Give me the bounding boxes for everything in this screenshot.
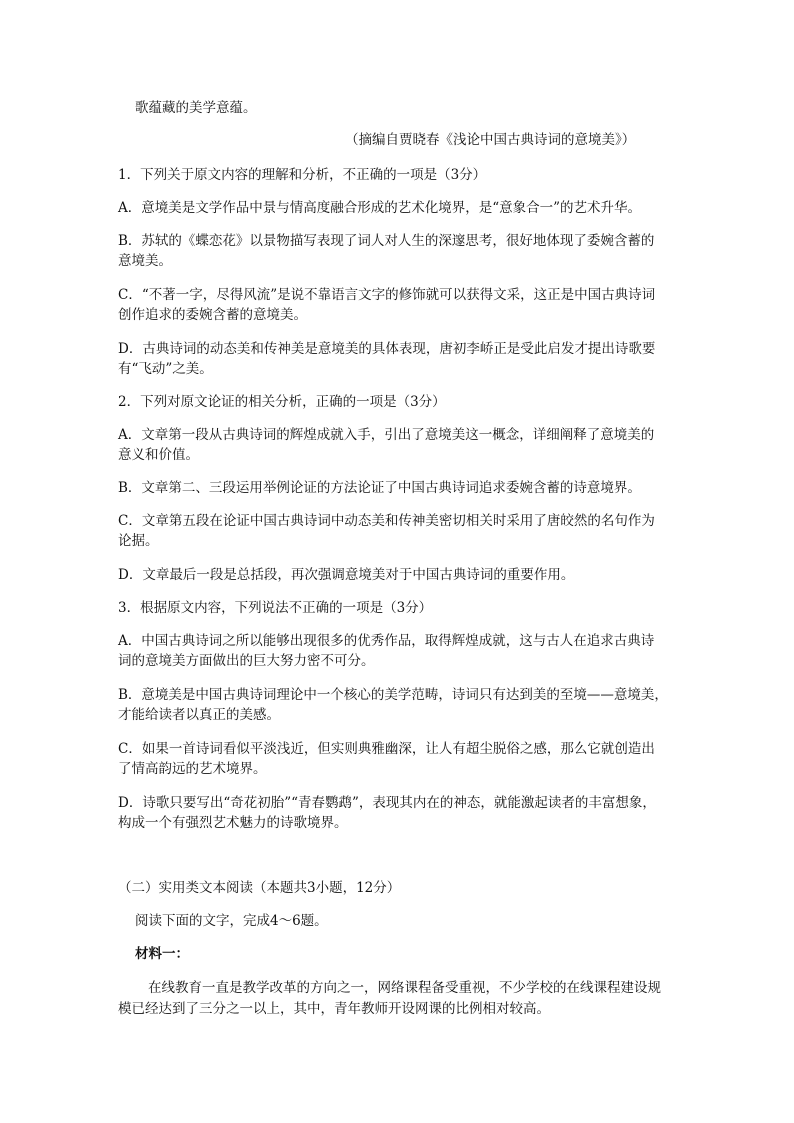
question-3-option-b: B．意境美是中国古典诗词理论中一个核心的美学范畴，诗词只有达到美的至境——意境美， bbox=[118, 687, 668, 703]
question-2-option-a: A．文章第一段从古典诗词的辉煌成就入手，引出了意境美这一概念，详细阐释了意境美的 bbox=[118, 427, 655, 443]
question-1-option-a: A．意境美是文学作品中景与情高度融合形成的艺术化境界，是“意象合一”的艺术升华。 bbox=[118, 200, 642, 216]
question-1-option-c-cont: 创作追求的委婉含蓄的意境美。 bbox=[118, 307, 307, 323]
question-1-option-c: C．“不著一字，尽得风流”是说不靠语言文字的修饰就可以获得文采，这正是中国古典诗词 bbox=[118, 287, 656, 303]
question-2-option-c: C．文章第五段在论证中国古典诗词中动态美和传神美密切相关时采用了唐皎然的名句作为 bbox=[118, 513, 655, 529]
question-3-option-d-cont: 构成一个有强烈艺术魅力的诗歌境界。 bbox=[118, 815, 348, 831]
question-2-option-a-cont: 意义和价值。 bbox=[118, 447, 199, 463]
question-2-option-c-cont: 论据。 bbox=[118, 533, 159, 549]
question-1-option-b: B．苏轼的《蝶恋花》以景物描写表现了词人对人生的深邃思考，很好地体现了委婉含蓄的 bbox=[118, 233, 655, 249]
question-3-option-c: C．如果一首诗词看似平淡浅近，但实则典雅幽深，让人有超尘脱俗之感，那么它就创造出 bbox=[118, 741, 655, 757]
question-3-option-a-cont: 词的意境美方面做出的巨大努力密不可分。 bbox=[118, 653, 375, 669]
question-3-option-b-cont: 才能给读者以真正的美感。 bbox=[118, 707, 280, 723]
material-paragraph-line-1: 在线教育一直是教学改革的方向之一，网络课程备受重视，不少学校的在线课程建设规 bbox=[148, 980, 661, 996]
question-1-stem: 1．下列关于原文内容的理解和分析，不正确的一项是（3分） bbox=[118, 167, 487, 183]
material-label: 材料一： bbox=[135, 946, 189, 962]
question-3-option-d: D．诗歌只要写出“奇花初胎”“青春鹦鹉”，表现其内在的神态，就能激起读者的丰富想象， bbox=[118, 795, 656, 811]
question-2-stem: 2．下列对原文论证的相关分析，正确的一项是（3分） bbox=[118, 394, 446, 410]
question-2-option-d: D．文章最后一段是总括段，再次强调意境美对于中国古典诗词的重要作用。 bbox=[118, 567, 575, 583]
question-3-option-a: A．中国古典诗词之所以能够出现很多的优秀作品，取得辉煌成就，这与古人在追求古典诗 bbox=[118, 633, 655, 649]
source-citation: （摘编自贾晓春《浅论中国古典诗词的意境美》） bbox=[345, 132, 636, 148]
material-paragraph-line-2: 模已经达到了三分之一以上，其中，青年教师开设网课的比例相对较高。 bbox=[118, 1001, 550, 1017]
question-1-option-d: D．古典诗词的动态美和传神美是意境美的具体表现，唐初李峤正是受此启发才提出诗歌要 bbox=[118, 341, 656, 357]
question-1-option-b-cont: 意境美。 bbox=[118, 253, 172, 269]
passage-tail: 歌蕴藏的美学意蕴。 bbox=[135, 100, 257, 116]
section-2-instruction: 阅读下面的文字，完成4～6题。 bbox=[135, 913, 328, 929]
question-3-stem: 3．根据原文内容，下列说法不正确的一项是（3分） bbox=[118, 600, 433, 616]
question-2-option-b: B．文章第二、三段运用举例论证的方法论证了中国古典诗词追求委婉含蓄的诗意境界。 bbox=[118, 480, 641, 496]
question-1-option-d-cont: 有“飞动”之美。 bbox=[118, 361, 213, 377]
question-3-option-c-cont: 了情高韵远的艺术境界。 bbox=[118, 761, 267, 777]
section-2-heading: （二）实用类文本阅读（本题共3小题，12分） bbox=[118, 880, 401, 896]
